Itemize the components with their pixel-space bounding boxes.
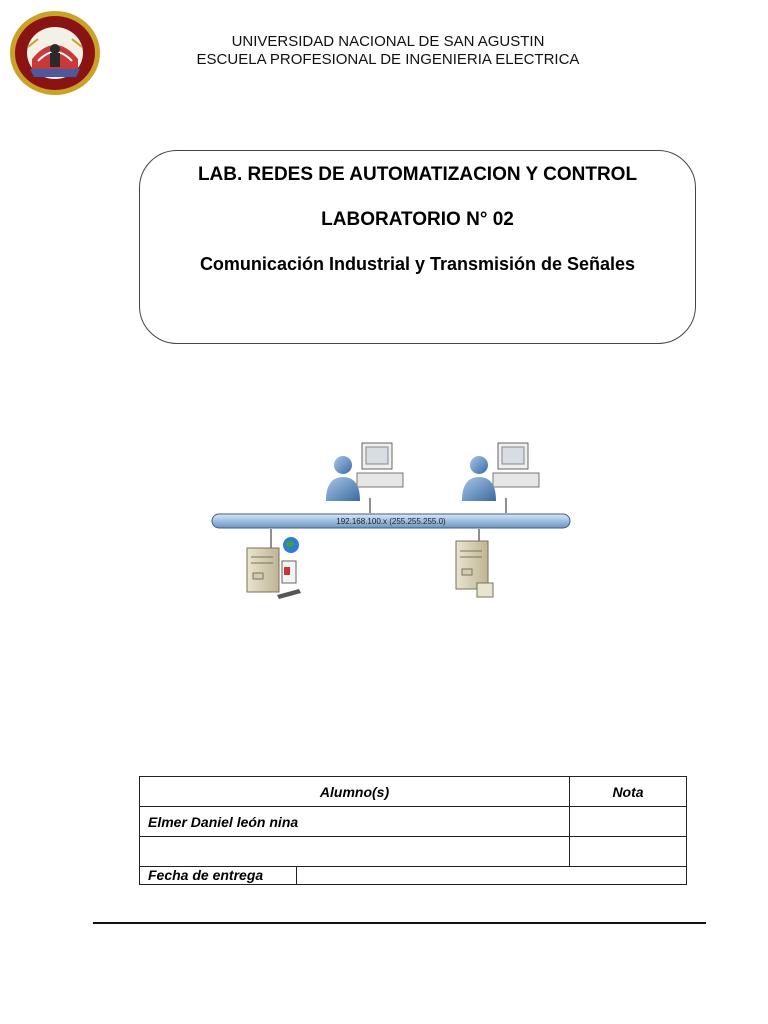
title-box	[139, 150, 696, 344]
table-row	[140, 837, 687, 867]
student-name-cell	[140, 837, 570, 867]
students-column-header: Alumno(s)	[140, 777, 570, 807]
server-icon	[456, 541, 493, 597]
lab-topic: Comunicación Industrial y Transmisión de Señales	[199, 254, 636, 274]
grade-cell	[570, 807, 687, 837]
delivery-date-label: Fecha de entrega	[140, 867, 297, 884]
grade-cell	[570, 837, 687, 867]
web-server-icon	[247, 537, 301, 599]
user-workstation-icon	[462, 443, 539, 501]
network-diagram	[207, 423, 575, 613]
institution-header	[0, 33, 768, 69]
user-workstation-icon	[326, 443, 403, 501]
delivery-date-row	[140, 867, 687, 885]
student-info-table	[139, 776, 687, 885]
university-name: UNIVERSIDAD NACIONAL DE SAN AGUSTIN	[231, 33, 545, 50]
lab-number: LABORATORIO N° 02	[321, 209, 514, 230]
student-name-cell: Elmer Daniel león nina	[140, 807, 570, 837]
course-title: LAB. REDES DE AUTOMATIZACION Y CONTROL	[197, 164, 638, 185]
grade-column-header: Nota	[570, 777, 687, 807]
table-row	[140, 807, 687, 837]
school-name: ESCUELA PROFESIONAL DE INGENIERIA ELECTRICA	[196, 51, 580, 68]
bus-address-label: 192.168.100.x (255.255.255.0)	[336, 517, 446, 526]
bottom-divider	[93, 922, 706, 924]
